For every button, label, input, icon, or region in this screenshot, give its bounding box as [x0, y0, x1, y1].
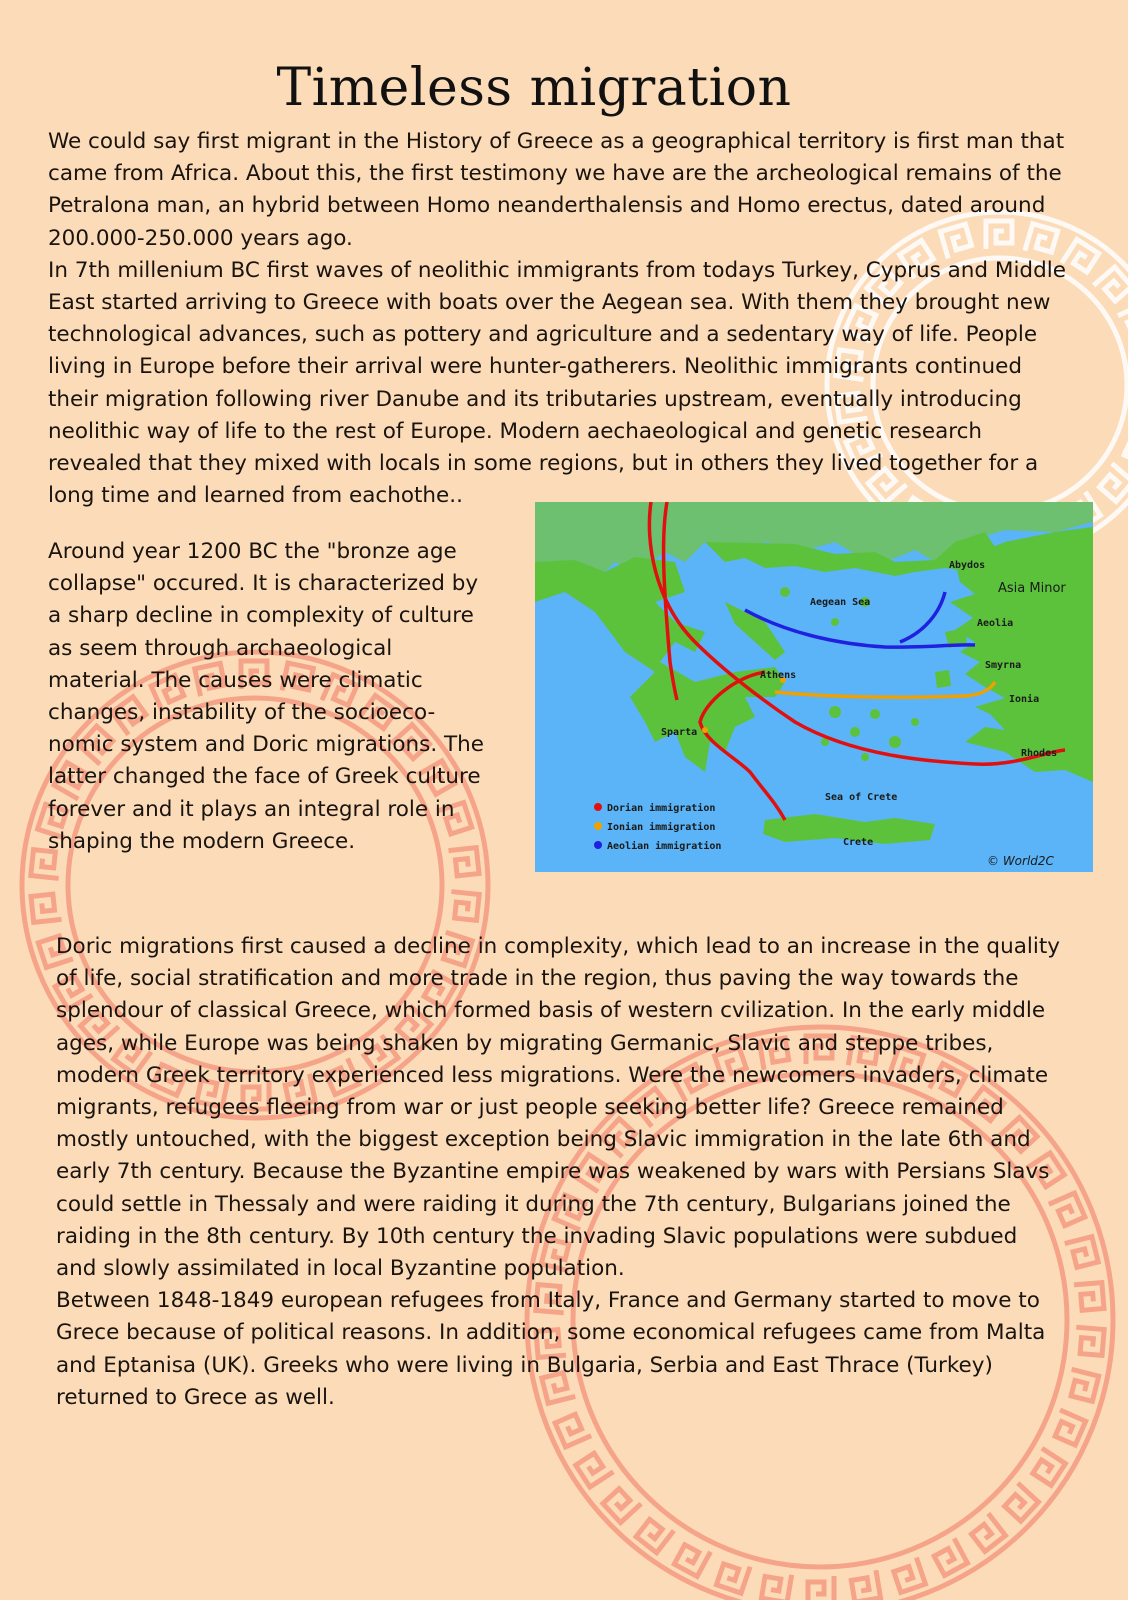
ionian-route	[775, 682, 995, 697]
legend-dot-aeolian	[594, 841, 602, 849]
legend-dot-ionian	[594, 822, 602, 830]
label-ionia: Ionia	[1009, 694, 1040, 705]
label-aeolia: Aeolia	[977, 618, 1014, 629]
legend-label-dorian: Dorian immigration	[607, 803, 716, 814]
label-smyrna: Smyrna	[985, 660, 1022, 671]
page-title: Timeless migration	[276, 58, 792, 118]
label-asia-minor: Asia Minor	[998, 581, 1066, 596]
legend-label-aeolian: Aeolian immigration	[607, 841, 722, 852]
label-sea-of-crete: Sea of Crete	[825, 792, 898, 803]
label-crete: Crete	[843, 837, 874, 848]
label-abydos: Abydos	[949, 560, 986, 571]
legend-label-ionian: Ionian immigration	[607, 822, 716, 833]
intro-paragraph: We could say first migrant in the History of Greece as a geographical territory is first man that came from Africa. About this, the first testimony we have are the archeological remains of the Petralona man, an hybrid between Homo neanderthalensis and Homo erectus, dated around 200.000-250.000 years ago. In 7th millenium BC first waves of neolithic immigrants from todays Turkey, Cyprus and Middle East started arriving to Greece with boats over the Aegean sea. With them they brought new technological advances, such as pottery and agriculture and a sedentary way of life. People living in Europe before their arrival were hunter-gatherers. Neolithic immigrants continued their migration following river Danube and its tributaries upstream, eventually introducing neolithic way of life to the rest of Europe. Modern aechaeological and genetic research revealed that they mixed with locals in some regions, but in others they lived together for a long time and learned from eachothe..	[48, 129, 1066, 509]
label-rhodes: Rhodes	[1021, 748, 1058, 759]
map-legend	[594, 802, 721, 852]
sparta-marker	[702, 727, 708, 733]
bronze-age-paragraph: Around year 1200 BC the "bronze age collapse" occured. It is characterized by a sharp decline in complexity of culture as seem through archaeological material. The causes were climatic changes, instability of the socioeco- nomic system and Doric migrations. The latter changed the face of Greek culture forever and it plays an integral role in shaping the modern Greece.	[48, 539, 484, 854]
map-copyright: © World2C	[987, 854, 1054, 868]
legend-dot-dorian	[594, 803, 602, 811]
chios-island	[935, 670, 951, 688]
map-landmasses	[535, 502, 1093, 844]
euboea-island	[725, 602, 785, 660]
doric-migrations-paragraph: Doric migrations first caused a decline in complexity, which lead to an increase in the quality of life, social stratification and more trade in the region, thus paving the way towards the splendour of classical Greece, which formed basis of western cvilization. In the early middle ages, while Europe was being shaken by migrating Germanic, Slavic and steppe tribes, modern Greek territory experienced less migrations. Were the newcomers invaders, climate migrants, refugees fleeing from war or just people seeking better life? Greece remained mostly untouched, with the biggest exception being Slavic immigration in the late 6th and early 7th century. Because the Byzantine empire was weakened by wars with Persians Slavs could settle in Thessaly and were raiding it during the 7th century, Bulgarians joined the raiding in the 8th century. By 10th century the invading Slavic populations were subdued and slowly assimilated in local Byzantine population. Between 1848-1849 european refugees from Italy, France and Germany started to move to Grece because of political reasons. In addition, some economical refugees came from Malta and Eptanisa (UK). Greeks who were living in Bulgaria, Serbia and East Thrace (Turkey) returned to Grece as well.	[56, 934, 1060, 1410]
migration-map	[535, 502, 1093, 872]
label-athens: Athens	[760, 670, 797, 681]
label-aegean-sea: Aegean Sea	[810, 597, 871, 608]
cyclades-islands	[780, 587, 919, 761]
label-sparta: Sparta	[661, 727, 698, 738]
